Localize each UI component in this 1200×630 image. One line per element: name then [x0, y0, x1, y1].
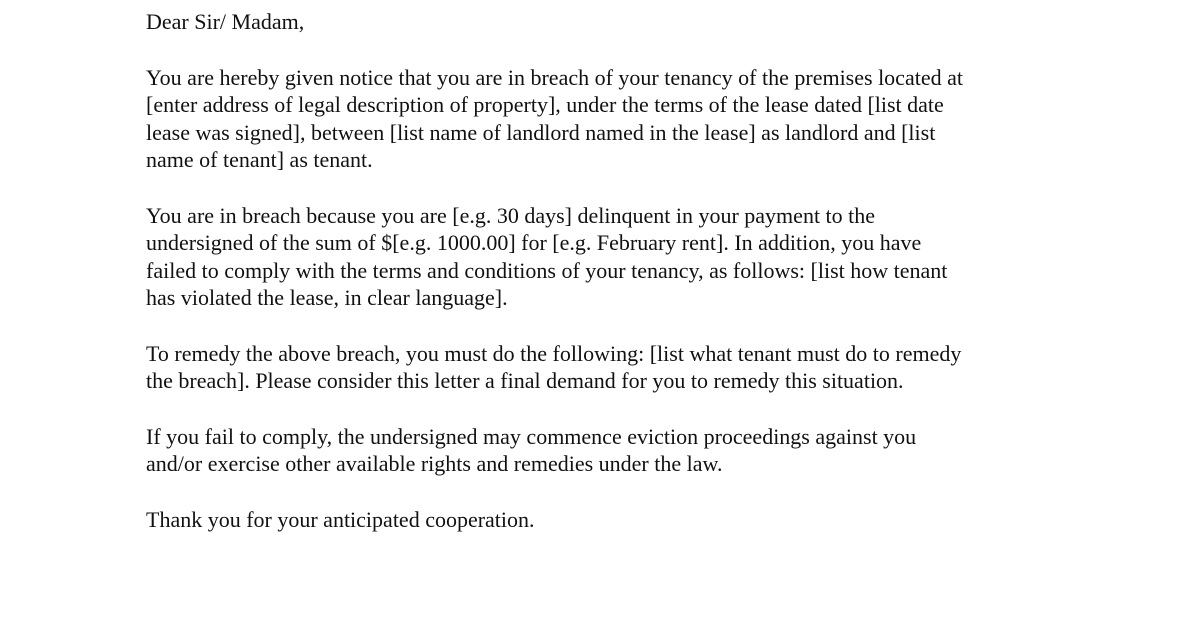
paragraph-eviction-warning: [146, 423, 1106, 478]
paragraph-line: undersigned of the sum of $[e.g. 1000.00] for [e.g. February rent]. In addition, you have: [146, 230, 922, 255]
paragraph-line: has violated the lease, in clear language].: [146, 285, 508, 310]
paragraph-remedy: [146, 340, 1106, 395]
paragraph-line: You are in breach because you are [e.g. 30 days] delinquent in your payment to the: [146, 202, 876, 228]
paragraph-line: To remedy the above breach, you must do the following: [list what tenant must do to remedy: [146, 340, 962, 366]
salutation: Dear Sir/ Madam,: [146, 9, 305, 34]
paragraph-line: You are hereby given notice that you are in breach of your tenancy of the premises located at: [146, 64, 963, 90]
paragraph-breach-reason: [146, 202, 1106, 312]
paragraph-line: lease was signed], between [list name of landlord named in the lease] as landlord and [list: [146, 119, 936, 145]
paragraph-closing: [146, 506, 1106, 534]
paragraph-breach-notice: [146, 64, 1106, 174]
paragraph-line: name of tenant] as tenant.: [146, 147, 373, 172]
paragraph-line: failed to comply with the terms and conditions of your tenancy, as follows: [list how tenant: [146, 257, 948, 283]
paragraph-line: and/or exercise other available rights and remedies under the law.: [146, 451, 723, 476]
paragraph-line: If you fail to comply, the undersigned may commence eviction proceedings against you: [146, 423, 917, 449]
paragraph-line: the breach]. Please consider this letter a final demand for you to remedy this situation.: [146, 368, 904, 393]
letter-body: [146, 8, 1106, 561]
paragraph-line: [enter address of legal description of property], under the terms of the lease dated [list date: [146, 92, 944, 117]
paragraph-line: Thank you for your anticipated cooperation.: [146, 506, 535, 532]
